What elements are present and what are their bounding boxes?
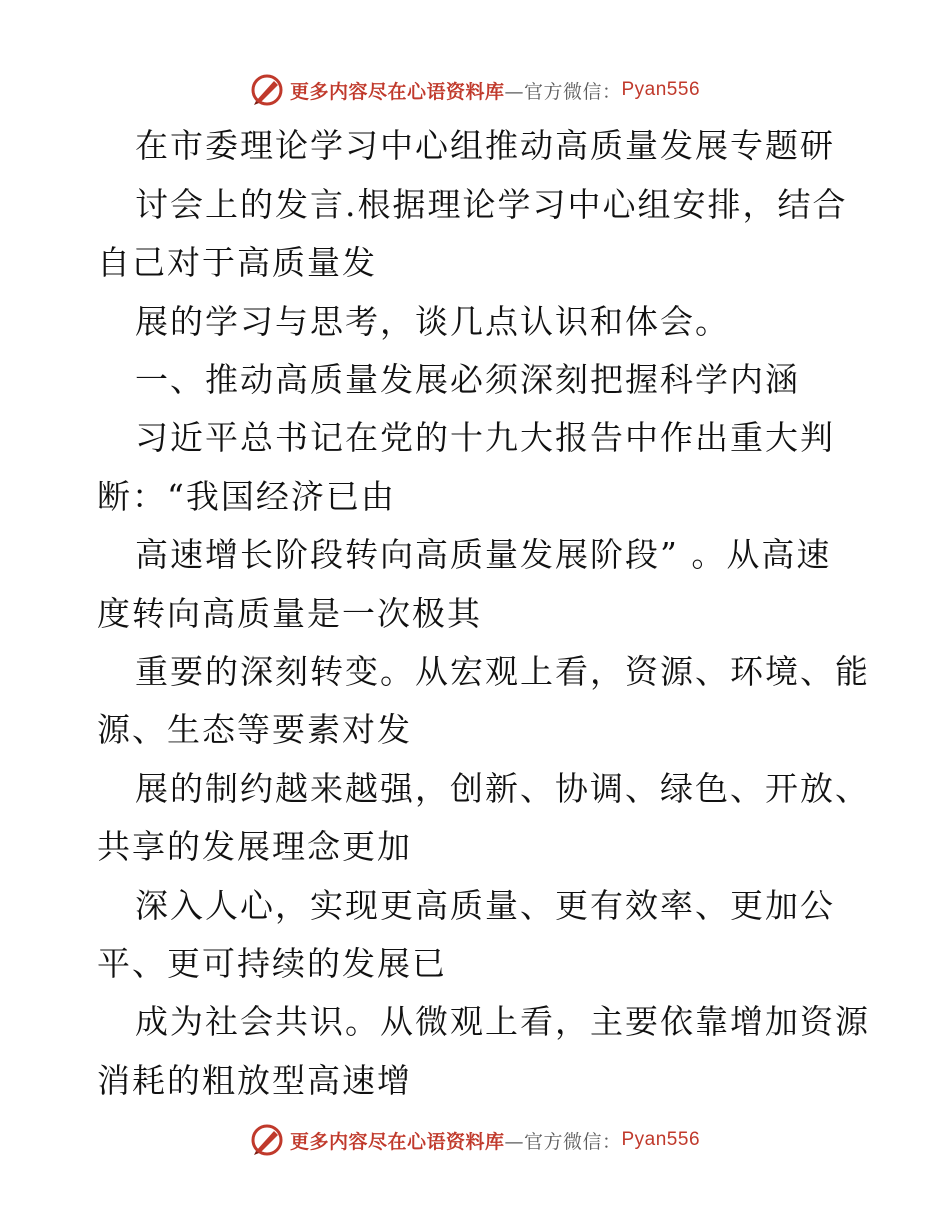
- text-line: 习近平总书记在党的十九大报告中作出重大判: [135, 418, 835, 457]
- text-line: 度转向高质量是一次极其: [97, 594, 482, 633]
- text-line: 展的制约越来越强，创新、协调、绿色、开放、: [135, 769, 870, 808]
- text-line: 重要的深刻转变。从宏观上看，资源、环境、能: [135, 652, 870, 691]
- text-line: 讨会上的发言.根据理论学习中心组安排，结合: [135, 185, 848, 224]
- text-line: 共享的发展理念更加: [97, 827, 412, 866]
- text-line: 高速增长阶段转向高质量发展阶段” 。从高速: [135, 535, 832, 574]
- text-line: 自己对于高质量发: [97, 243, 377, 282]
- text-line: 成为社会共识。从微观上看，主要依靠增加资源: [135, 1002, 870, 1041]
- text-line: 源、生态等要素对发: [97, 710, 412, 749]
- pen-logo-icon: [250, 73, 284, 107]
- text-line: 深入人心，实现更高质量、更有效率、更加公: [135, 886, 835, 925]
- watermark-text: 更多内容尽在心语资料库: [289, 1130, 505, 1153]
- text-line: 断：“我国经济已由: [97, 477, 396, 516]
- watermark-wechat-label: —官方微信：: [504, 80, 622, 103]
- watermark-wechat-id: Pyan556: [621, 79, 701, 100]
- pen-logo-icon: [250, 1123, 284, 1157]
- text-line: 消耗的粗放型高速增: [97, 1061, 412, 1100]
- watermark-text: 更多内容尽在心语资料库: [289, 80, 505, 103]
- watermark-wechat-label: —官方微信：: [504, 1130, 622, 1153]
- text-line: 在市委理论学习中心组推动高质量发展专题研: [135, 126, 835, 165]
- header-watermark: [0, 70, 950, 110]
- footer-watermark: [0, 1120, 950, 1160]
- text-line: 平、更可持续的发展已: [97, 944, 447, 983]
- watermark-wechat-id: Pyan556: [621, 1129, 701, 1150]
- text-line: 展的学习与思考，谈几点认识和体会。: [135, 302, 730, 341]
- section-heading: 一、推动高质量发展必须深刻把握科学内涵: [135, 360, 800, 399]
